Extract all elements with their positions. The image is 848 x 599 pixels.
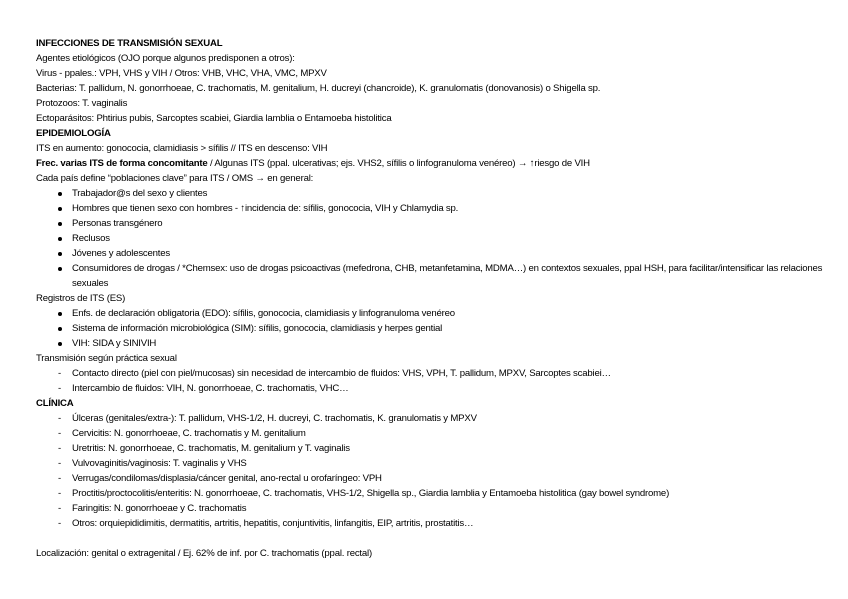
list-item: - Cervicitis: N. gonorrhoeae, C. trachomatis y M. genitalium [58,428,306,439]
list-item: - Intercambio de fluidos: VIH, N. gonorrhoeae, C. trachomatis, VHC… [58,383,349,394]
dash-icon: - [58,428,61,439]
epi-frecuencia [36,156,836,171]
spacer [36,531,836,546]
agentes-bacterias: Bacterias: T. pallidum, N. gonorrhoeae, C. trachomatis, M. genitalium, H. ducreyi (chancroide), K. granulomatis (donovanosis) o Shigella sp. [36,83,601,94]
dash-icon: - [58,473,61,484]
agentes-protozoos: Protozoos: T. vaginalis [36,98,128,109]
epi-its-aumento: ITS en aumento: gonococia, clamidiasis > sífilis // ITS en descenso: VIH [36,143,328,154]
list-item: - Otros: orquiepididimitis, dermatitis, artritis, hepatitis, conjuntivitis, linfangitis, EIP, artritis, prostatitis… [58,518,474,529]
list-item: Hombres que tienen sexo con hombres - ↑incidencia de: sífilis, gonococia, VIH y Chlamydia sp. [72,203,459,214]
list-item: Trabajador@s del sexo y clientes [72,188,208,199]
dash-icon: - [58,383,61,394]
registros-intro: Registros de ITS (ES) [36,293,126,304]
poblaciones-intro: Cada país define “poblaciones clave” para ITS / OMS → en general: [36,173,314,184]
epidemiologia-heading: EPIDEMIOLOGÍA [36,128,111,139]
list-item: Enfs. de declaración obligatoria (EDO): sífilis, gonococia, clamidiasis y linfogranuloma venéreo [72,308,455,319]
list-item: Personas transgénero [72,218,163,229]
dash-icon: - [58,503,61,514]
dash-icon: - [58,413,61,424]
list-item: Reclusos [72,233,110,244]
list-item: - Úlceras (genitales/extra-): T. pallidum, VHS-1/2, H. ducreyi, C. trachomatis, K. granulomatis y MPXV [58,413,477,424]
dash-icon: - [58,488,61,499]
list-item: - Verrugas/condilomas/displasia/cáncer genital, ano-rectal u orofaríngeo: VPH [58,473,382,484]
agentes-intro: Agentes etiológicos (OJO porque algunos predisponen a otros): [36,53,295,64]
dash-icon: - [58,368,61,379]
epi-frecuencia-bold: Frec. varias ITS de forma concomitante [36,158,208,169]
clinica-heading: CLÍNICA [36,398,74,409]
list-item: - Uretritis: N. gonorrhoeae, C. trachomatis, M. genitalium y T. vaginalis [58,443,350,454]
list-item: Jóvenes y adolescentes [72,248,170,259]
list-item: - Contacto directo (piel con piel/mucosas) sin necesidad de intercambio de fluidos: VHS, VPH, T. pallidum, MPXV, Sarcoptes scabiei… [58,368,611,379]
list-item: - Proctitis/proctocolitis/enteritis: N. gonorrhoeae, C. trachomatis, VHS-1/2, Shigella sp., Giardia lamblia y Entamoeba histolitica (gay bowel syndrome) [58,488,670,499]
dash-icon: - [58,518,61,529]
agentes-virus: Virus - ppales.: VPH, VHS y VIH / Otros: VHB, VHC, VHA, VMC, MPXV [36,68,327,79]
localizacion-line: Localización: genital o extragenital / Ej. 62% de inf. por C. trachomatis (ppal. rectal) [36,548,372,559]
list-item: Consumidores de drogas / *Chemsex: uso de drogas psicoactivas (mefedrona, CHB, metanfetamina, MDMA…) en contextos sexuales, ppal HSH, para facilitar/intensificar las relaciones sexuales [72,263,823,289]
transmision-intro: Transmisión según práctica sexual [36,353,177,364]
list-item: VIH: SIDA y SINIVIH [72,338,157,349]
dash-icon: - [58,458,61,469]
agentes-ectoparasitos: Ectoparásitos: Phtirius pubis, Sarcoptes scabiei, Giardia lamblia o Entamoeba histolitica [36,113,392,124]
dash-icon: - [58,443,61,454]
document-title: INFECCIONES DE TRANSMISIÓN SEXUAL [36,38,223,49]
list-item: Sistema de información microbiológica (SIM): sífilis, gonococia, clamidiasis y herpes gential [72,323,443,334]
list-item: - Faringitis: N. gonorrhoeae y C. trachomatis [58,503,247,514]
document-body [36,36,836,561]
list-item: - Vulvovaginitis/vaginosis: T. vaginalis y VHS [58,458,247,469]
epi-frecuencia-rest: / Algunas ITS (ppal. ulcerativas; ejs. VHS2, sífilis o linfogranuloma venéreo) → ↑riesgo de VIH [207,158,590,169]
